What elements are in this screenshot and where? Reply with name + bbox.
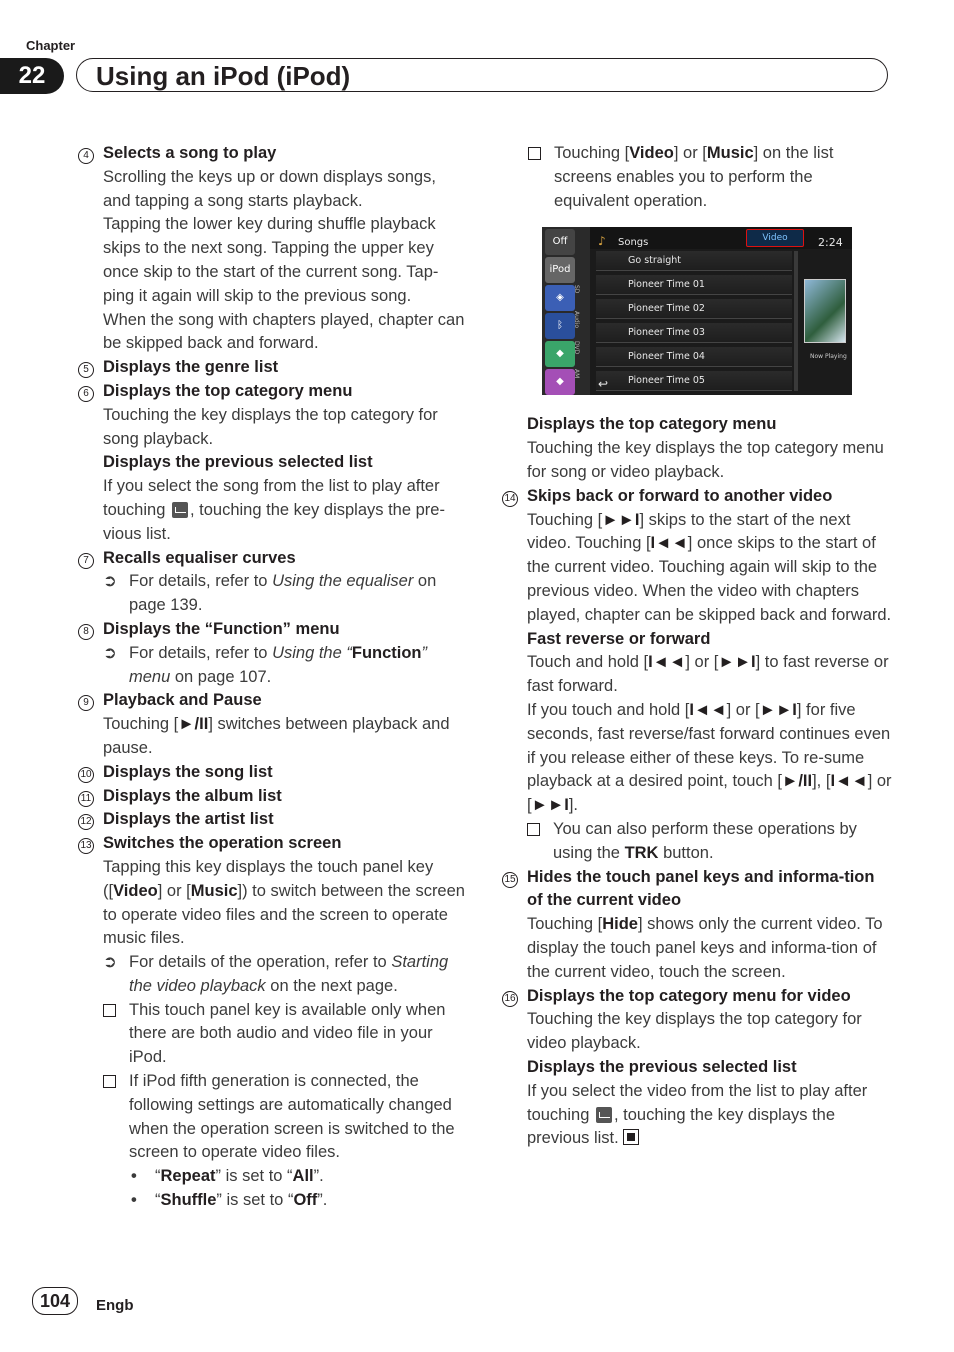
entry-subtitle: Fast reverse or forward [527,629,711,648]
entry-number: 16 [502,985,518,1009]
note-box-icon [528,142,541,168]
chapter-label: Chapter [26,38,76,53]
entry-title: Displays the genre list [103,358,279,377]
entry-title: Displays the artist list [103,810,274,829]
arrow-icon: ➲ [103,572,117,591]
chapter-number: 22 [0,58,64,94]
note-box-icon [527,818,540,844]
entry-5 [78,356,468,380]
entry-14 [502,485,892,866]
next-icon: ►►I [718,653,756,672]
language-code: Engb [96,1297,134,1314]
entry-number: 4 [78,142,94,166]
bullet-item: • “Repeat” is set to “All”. [103,1165,468,1189]
entry-body: Touching the key displays the top category for video playback. [527,1010,862,1053]
entry-title: Hides the touch panel keys and informa-tion of the current video [527,867,875,910]
entry-number: 7 [78,547,94,571]
entry-body: Tapping the lower key during shuffle playback skips to the next song. Tapping the upper key once skip to the start of the current song. Tap-ping it again will skip to the previous song. [103,215,439,305]
entry-body: Touch and hold [I◄◄] or [►►I] to fast reverse or fast forward. [527,653,889,696]
prev-icon: I◄◄ [830,772,868,791]
entry-body: Touching [►►I] skips to the start of the next video. Touching [I◄◄] once skips to the start of the current video. Touching again will skip to the previous video. When the video with chapters played, chapter can be skipped back and forward. [527,510,892,624]
note-box-icon [103,999,116,1025]
sidebar-tab: Audio [573,311,580,329]
entry-title: Switches the operation screen [103,834,342,853]
entry-body: Touching [Hide] shows only the current video. To display the touch panel keys and informa-tion of the current video, touch the screen. [527,915,883,981]
list-item[interactable]: Pioneer Time 01 [596,275,792,295]
entry-title: Playback and Pause [103,691,262,710]
off-button[interactable]: Off [545,229,575,255]
entry-number: 10 [78,761,94,785]
next-icon: ►►I [602,510,640,529]
entry-body: Tapping this key displays the touch panel key ([Video] or [Music]) to switch between the screen to operate video files and the screen to operate music files. [103,857,465,948]
next-icon: ►►I [531,796,569,815]
list-item[interactable]: Pioneer Time 04 [596,347,792,367]
entry-subtitle: Displays the previous selected list [103,453,373,472]
entry-number: 13 [78,832,94,856]
dvd-source-icon[interactable]: ◆ [545,341,575,367]
entry-body: If you select the video from the list to play after touching , touching the key displays the previous list. [527,1081,868,1148]
ipod-song-list-screenshot [542,227,852,395]
sidebar-tab: SD [573,285,580,294]
scrollbar[interactable] [794,251,798,391]
entry-body: If you select the song from the list to play after touching , touching the key displays the pre-vious list. [103,477,445,543]
back-arrow-icon[interactable]: ↩ [598,377,609,392]
entry-16 [502,985,892,1152]
prev-icon: I◄◄ [689,700,727,719]
entry-number: 11 [78,785,94,809]
prev-icon: I◄◄ [648,653,686,672]
entry-subtitle: Displays the previous selected list [527,1057,797,1076]
entry-13 [78,832,468,1213]
sd-source-icon[interactable]: ◈ [545,285,575,311]
play-pause-icon: ►/II [178,715,209,734]
entry-number: 5 [78,356,94,380]
bullet-icon: • [131,1167,137,1186]
entry-title: Selects a song to play [103,144,277,162]
entry-9 [78,689,468,760]
entry-body: If you touch and hold [I◄◄] or [►►I] for five seconds, fast reverse/fast forward continues even if you release either of these keys. To re-sume playback at a desired point, touch [►/II], [I◄◄] or [►►I]. [527,700,892,815]
play-pause-icon: ►/II [782,772,813,791]
arrow-icon: ➲ [103,643,117,662]
entry-number: 14 [502,485,518,509]
note: This touch panel key is available only when there are both audio and video file in your iPod. [103,999,468,1070]
entry-number: 6 [78,380,94,404]
album-art [804,279,846,343]
entry-title: Displays the top category menu [527,415,777,434]
entry-title: Skips back or forward to another video [527,486,833,505]
list-item[interactable]: Pioneer Time 03 [596,323,792,343]
list-item[interactable]: Pioneer Time 02 [596,299,792,319]
page-number: 104 [32,1287,78,1315]
entry-body: When the song with chapters played, chapter can be skipped back and forward. [103,310,465,353]
next-icon: ►►I [759,700,797,719]
page-title: Using an iPod (iPod) [96,61,351,91]
screen-list-title: Songs [618,237,649,249]
list-item[interactable]: Pioneer Time 05 [596,371,792,391]
entry-title: Displays the “Function” menu [103,619,340,638]
back-icon [172,502,188,518]
note: Touching [Video] or [Music] on the list screens enables you to perform the equivalent operation. [502,142,892,213]
entry-12 [78,808,468,832]
sidebar-tab: DVD [573,341,580,355]
left-column [78,142,468,1213]
entry-body: Touching [►/II] switches between playback and pause. [103,715,450,757]
note: If iPod fifth generation is connected, the following settings are automatically changed when the operation screen is switched to the screen to operate video files. [103,1070,468,1165]
bullet-icon: • [131,1191,137,1210]
music-note-icon: ♪ [598,234,606,249]
ipod-button[interactable]: iPod [545,257,575,283]
entry-number: 12 [78,808,94,832]
back-icon [596,1107,612,1123]
entry-body: Scrolling the keys up or down displays songs, and tapping a song starts playback. [103,167,436,210]
entry-number: 8 [78,618,94,642]
entry-7 [78,547,468,618]
entry-number: 15 [502,866,518,890]
entry-4 [78,142,468,356]
bullet-item: • “Shuffle” is set to “Off”. [103,1189,468,1213]
entry-title: Displays the song list [103,762,273,781]
entry-title: Recalls equaliser curves [103,548,296,567]
reference-note: ➲ For details of the operation, refer to Starting the video playback on the next page. [103,953,449,995]
entry-title: Displays the album list [103,786,282,805]
entry-6 [78,380,468,547]
video-toggle-button[interactable]: Video [746,229,804,247]
note-box-icon [103,1070,116,1096]
entry-15 [502,866,892,985]
arrow-icon: ➲ [103,953,117,972]
entry-number: 9 [78,689,94,713]
reference-note: ➲ For details, refer to Using the equaliser on page 139. [103,572,437,615]
entry-11 [78,785,468,809]
entry-title: Displays the top category menu for video [527,986,851,1005]
list-item[interactable]: Go straight [596,251,792,271]
reference-note: ➲ For details, refer to Using the “Function” menu on page 107. [103,643,428,686]
prev-icon: I◄◄ [650,534,688,553]
top-category-menu [502,413,892,484]
entry-10 [78,761,468,785]
sidebar-tab: AM [573,369,580,379]
entry-title: Displays the top category menu [103,381,353,400]
bluetooth-icon[interactable]: ᛒ [545,313,575,339]
clock: 2:24 [818,236,843,250]
entry-body: Touching the key displays the top category menu for song or video playback. [527,439,884,481]
entry-body: Touching the key displays the top category for song playback. [103,405,438,448]
entry-8 [78,618,468,689]
am-source-icon[interactable]: ◆ [545,369,575,395]
now-playing-label[interactable]: Now Playing [810,353,847,361]
right-column [502,142,892,1151]
end-mark-icon [623,1129,639,1145]
note: You can also perform these operations by using the TRK button. [527,818,892,866]
